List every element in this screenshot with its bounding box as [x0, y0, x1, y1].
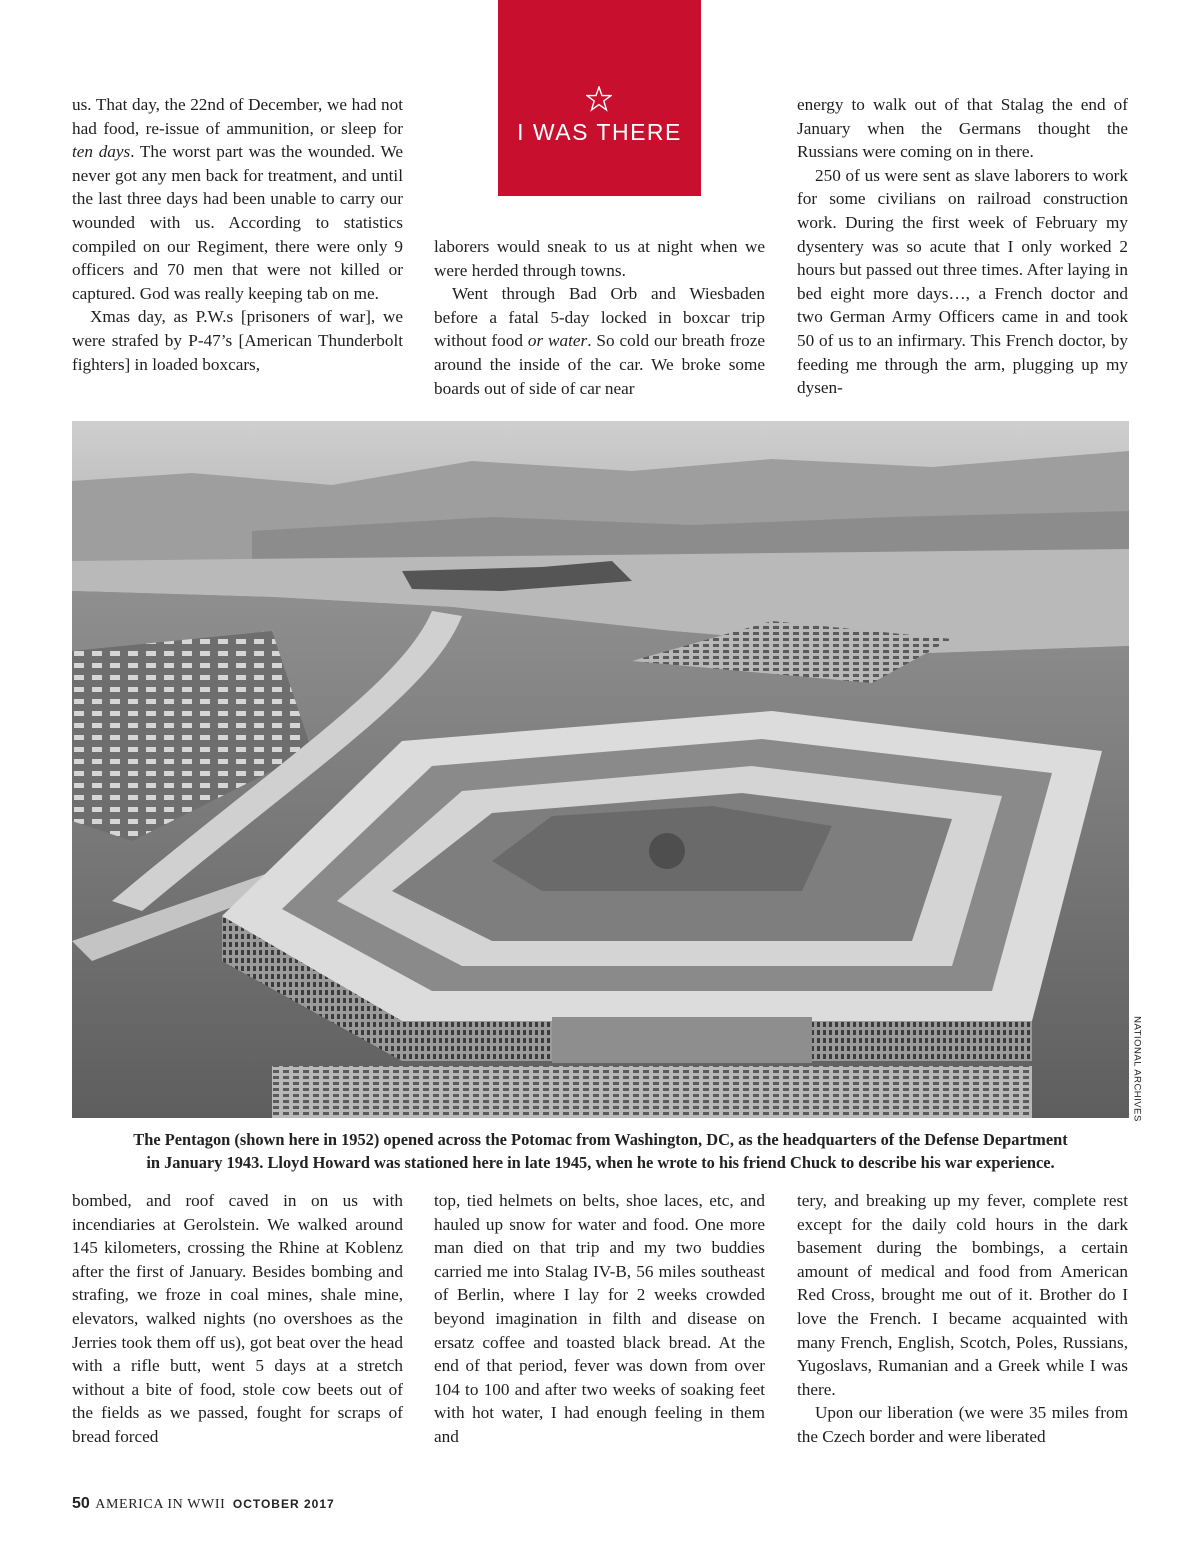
- issue-date: OCTOBER 2017: [232, 1497, 335, 1511]
- article-column-top-right: [797, 93, 1128, 400]
- section-label: I WAS THERE: [517, 119, 682, 145]
- star-icon: [586, 86, 612, 112]
- paragraph: energy to walk out of that Stalag the end of January when the Germans thought the Russians were coming on in there.: [797, 95, 1128, 162]
- page-footer: [72, 1495, 335, 1513]
- pentagon-aerial-image: [72, 421, 1129, 1118]
- section-banner: [498, 0, 701, 196]
- caption-line: in January 1943. Lloyd Howard was stationed here in late 1945, when he wrote to his friend Chuck to describe his war experience.: [146, 1153, 1055, 1172]
- paragraph: Went through Bad Orb and Wiesbaden before a fatal 5-day locked in boxcar trip without food or water. So cold our breath froze around the inside of the car. We broke some boards out of side of car near: [434, 284, 765, 398]
- magazine-name: AMERICA IN WWII: [95, 1497, 226, 1512]
- article-column-top-middle: [434, 235, 765, 400]
- paragraph: tery, and breaking up my fever, complete rest except for the daily cold hours in the dark basement during the bombings, a certain amount of medical and food from American Red Cross, brought me out of it. Brother do I love the French. I became acquainted with many French, English, Scotch, Poles, Russians, Yugoslavs, Rumanian and a Greek while I was there.: [797, 1191, 1128, 1399]
- article-column-top-left: [72, 93, 403, 376]
- photo-caption: [72, 1128, 1129, 1174]
- article-column-bottom-middle: [434, 1189, 765, 1449]
- paragraph: Xmas day, as P.W.s [prisoners of war], we were strafed by P-47’s [American Thunderbolt fighters] in loaded boxcars,: [72, 307, 403, 374]
- article-column-bottom-left: [72, 1189, 403, 1449]
- article-column-bottom-right: [797, 1189, 1128, 1449]
- paragraph: top, tied helmets on belts, shoe laces, etc, and hauled up snow for water and food. One more man died on that trip and my two buddies carried me into Stalag IV-B, 56 miles southeast of Berlin, where I lay for 2 weeks crowded beyond imagination in filth and disease on ersatz coffee and toasted black bread. At the end of that period, fever was down from over 104 to 100 and after two weeks of soaking feet with hot water, I had enough feeling in them and: [434, 1191, 765, 1446]
- paragraph: us. That day, the 22nd of December, we had not had food, re-issue of ammunition, or sleep for ten days. The worst part was the wounded. We never got any men back for treatment, and until the last three days had been unable to carry our wounded with us. According to statistics compiled on our Regiment, there were only 9 officers and 70 men that were not killed or captured. God was really keeping tab on me.: [72, 95, 403, 303]
- paragraph: Upon our liberation (we were 35 miles from the Czech border and were liberated: [797, 1403, 1128, 1446]
- paragraph: 250 of us were sent as slave laborers to work for some civilians on railroad construction work. During the first week of February my dysentery was so acute that I only worked 2 hours but passed out three times. After laying in bed eight more days…, a French doctor and two German Army Officers came in and took 50 of us to an infirmary. This French doctor, by feeding me through the arm, plugging up my dysen-: [797, 165, 1128, 398]
- page-number: 50: [72, 1495, 90, 1512]
- pentagon-photo: [72, 421, 1129, 1118]
- paragraph: laborers would sneak to us at night when we were herded through towns.: [434, 237, 765, 280]
- caption-line: The Pentagon (shown here in 1952) opened across the Potomac from Washington, DC, as the headquarters of the Defense Department: [133, 1130, 1068, 1149]
- photo-credit: NATIONAL ARCHIVES: [1131, 1016, 1143, 1122]
- paragraph: bombed, and roof caved in on us with incendiaries at Gerolstein. We walked around 145 kilometers, crossing the Rhine at Koblenz after the first of January. Besides bombing and strafing, we froze in coal mines, shale mine, elevators, walked nights (no overshoes as the Jerries took them off us), got beat over the head with a rifle butt, went 5 days at a stretch without a bite of food, stole cow beets out of the fields as we passed, fought for scraps of bread forced: [72, 1191, 403, 1446]
